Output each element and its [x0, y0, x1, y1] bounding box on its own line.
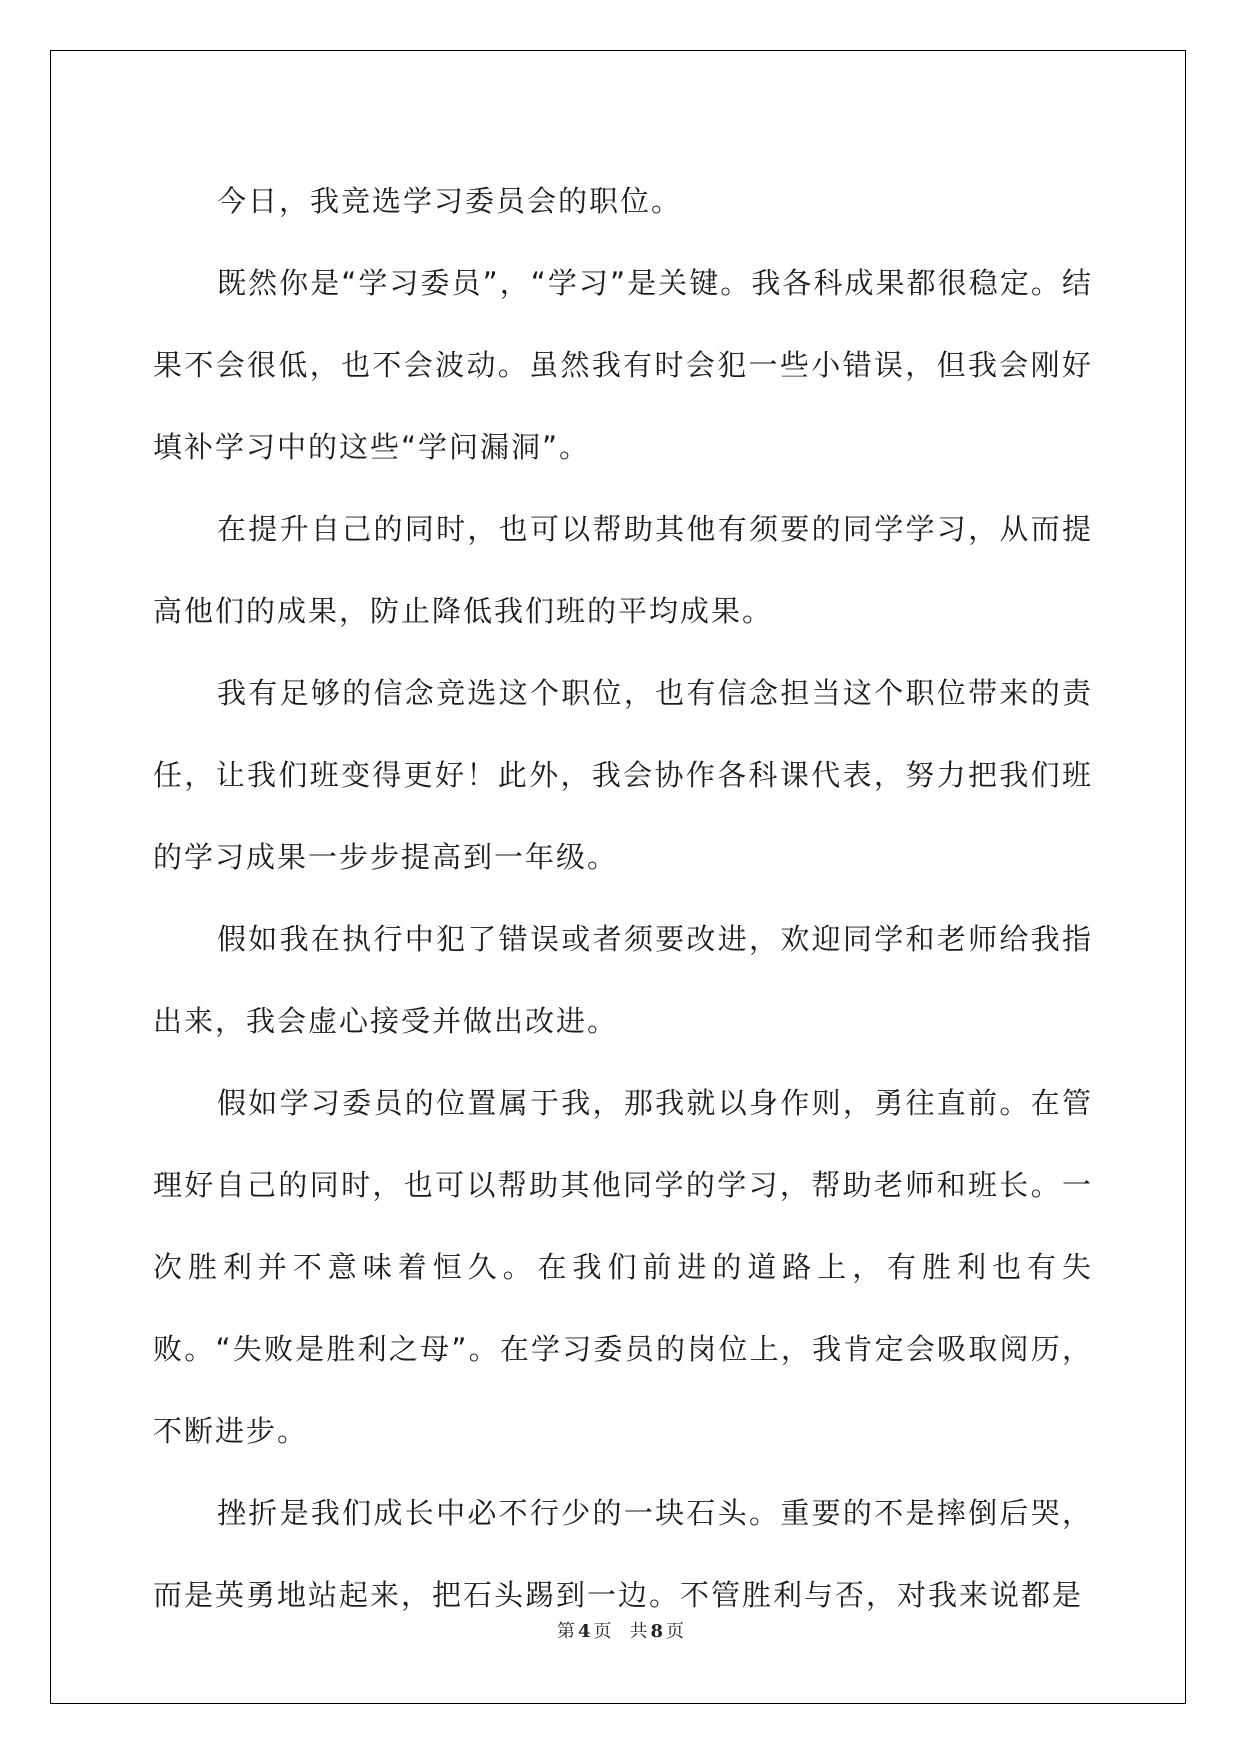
footer-page-word: 页 [593, 1621, 612, 1642]
total-pages-number: 8 [650, 1621, 664, 1642]
current-page-number: 4 [577, 1621, 591, 1642]
footer-total-prefix: 共 [629, 1621, 648, 1642]
paragraph: 在提升自己的同时，也可以帮助其他有须要的同学学习，从而提高他们的成果，防止降低我们班的平均成果。 [153, 512, 1093, 628]
document-body [153, 160, 1093, 1636]
paragraph: 假如我在执行中犯了错误或者须要改进，欢迎同学和老师给我指出来，我会虚心接受并做出改进。 [153, 922, 1093, 1038]
paragraph: 我有足够的信念竞选这个职位，也有信念担当这个职位带来的责任，让我们班变得更好！此外，我会协作各科课代表，努力把我们班的学习成果一步步提高到一年级。 [153, 676, 1093, 874]
paragraph: 既然你是“学习委员”，“学习”是关键。我各科成果都很稳定。结果不会很低，也不会波动。虽然我有时会犯一些小错误，但我会刚好填补学习中的这些“学问漏洞”。 [153, 266, 1093, 464]
paragraph: 挫折是我们成长中必不行少的一块石头。重要的不是摔倒后哭，而是英勇地站起来，把石头踢到一边。不管胜利与否，对我来说都是 [153, 1496, 1093, 1612]
paragraph: 假如学习委员的位置属于我，那我就以身作则，勇往直前。在管理好自己的同时，也可以帮助其他同学的学习，帮助老师和班长。一次胜利并不意味着恒久。在我们前进的道路上，有胜利也有失败。“失败是胜利之母”。在学习委员的岗位上，我肯定会吸取阅历，不断进步。 [153, 1086, 1093, 1448]
page-footer [0, 1617, 1241, 1643]
footer-prefix: 第 [556, 1621, 575, 1642]
footer-total-suffix: 页 [666, 1621, 685, 1642]
paragraph: 今日，我竞选学习委员会的职位。 [217, 184, 683, 218]
